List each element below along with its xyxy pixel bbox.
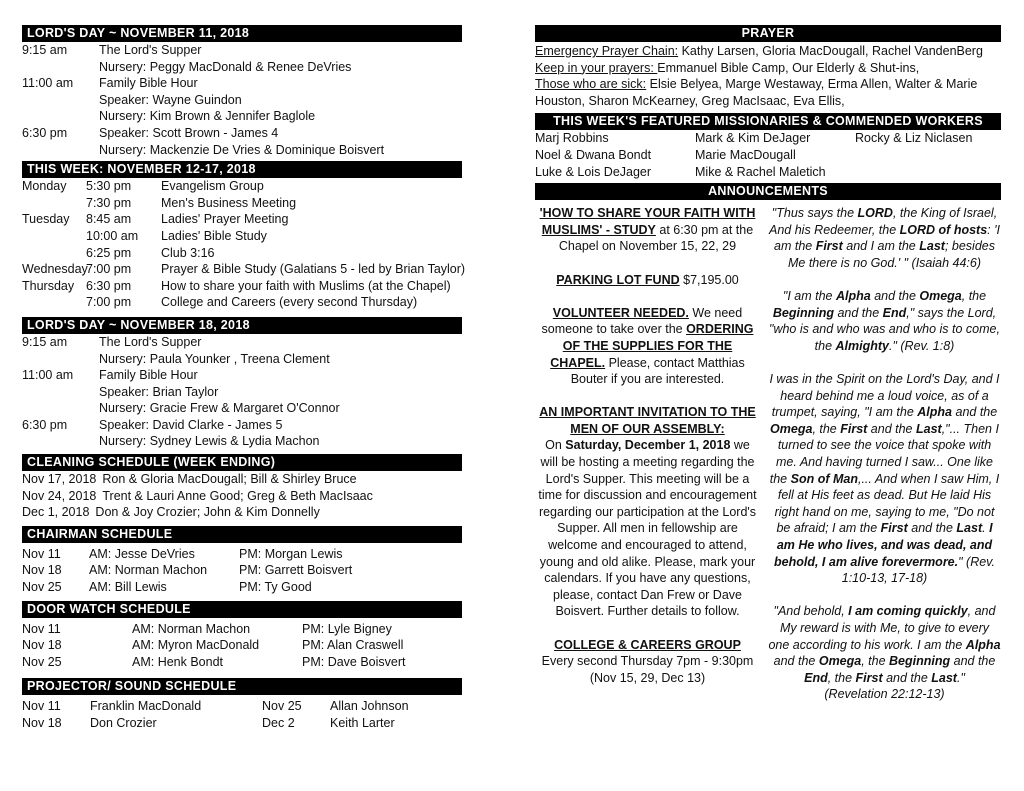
invitation-announcement: AN IMPORTANT INVITATION TO THE MEN OF OUR ASSEMBLY: On Saturday, December 1, 2018 we will be hosting a meeting regarding the Lord's Supper. This meeting will be a time for discussion and encouragement regarding our participation at the Lord's Supper. All men in fellowship are welcome and encouraged to attend, young and old alike. Please, mark your calendars. If you have any questions, please, contact Dan Frew or Dave Boisvert. Further details to follow. xyxy=(538,405,757,619)
muslims-study-announcement: 'HOW TO SHARE YOUR FAITH WITH MUSLIMS' - STUDY at 6:30 pm at the Chapel on November 15, 22, 29 xyxy=(539,206,756,254)
schedule-row: Nov 25 AM: Henk Bondt PM: Dave Boisvert xyxy=(22,654,406,669)
door-watch-schedule xyxy=(22,621,462,671)
schedule-row: Tuesday 8:45 am Ladies' Prayer Meeting xyxy=(22,212,289,227)
schedule-row: 9:15 am The Lord's Supper xyxy=(22,43,202,57)
list-item: Luke & Lois DeJager xyxy=(535,164,652,179)
list-item: Rocky & Liz Niclasen xyxy=(855,131,973,146)
schedule-row: 7:30 pm Men's Business Meeting xyxy=(86,195,297,210)
schedule-row: Nov 18 AM: Myron MacDonald PM: Alan Craswell xyxy=(22,638,404,653)
emergency-prayer-chain: Emergency Prayer Chain: Kathy Larsen, Gloria MacDougall, Rachel VandenBerg xyxy=(535,44,983,58)
list-item: Mike & Rachel Maletich xyxy=(695,164,826,179)
chairman-header: CHAIRMAN SCHEDULE xyxy=(22,526,462,543)
schedule-row: 6:30 pm Speaker: Scott Brown - James 4 xyxy=(22,125,279,140)
schedule-row: 11:00 am Family Bible Hour xyxy=(22,76,198,91)
schedule-row: Nov 11 AM: Norman Machon PM: Lyle Bigney xyxy=(22,621,392,636)
list-item: Marj Robbins xyxy=(535,131,609,146)
schedule-row: Speaker: Brian Taylor xyxy=(99,384,219,399)
schedule-row: Monday 5:30 pm Evangelism Group xyxy=(22,179,264,194)
volunteer-announcement: VOLUNTEER NEEDED. We need someone to take over the ORDERING OF THE SUPPLIES FOR THE CHAPEL. Please, contact Matthias Bouter if you are interested. xyxy=(541,305,754,387)
left-column xyxy=(22,0,466,732)
list-item xyxy=(855,147,1001,164)
schedule-row: 7:00 pm College and Careers (every second Thursday) xyxy=(86,295,418,310)
this-week-header: THIS WEEK: NOVEMBER 12-17, 2018 xyxy=(22,161,462,178)
those-who-are-sick: Those who are sick: Elsie Belyea, Marge Westaway, Erma Allen, Walter & Marie Houston, Sharon McKearney, Greg MacIsaac, Eva Ellis, xyxy=(535,77,978,108)
schedule-row: Nursery: Mackenzie De Vries & Dominique Boisvert xyxy=(99,142,385,157)
verse-rev-1-10: I was in the Spirit on the Lord's Day, and I heard behind me a loud voice, as of a trumpet, saying, "I am the Alpha and the Omega, the First and the Last,"... Then I turned to see the voice that spoke with me. And having turned I saw... One like the Son of Man,... And when I saw Him, I fell at His feet as dead. But He laid His right hand on me, saying to me, "Do not be afraid; I am the First and the Last. I am He who lives, and was dead, and behold, I am alive forevermore." (Rev. 1:10-13, 17-18) xyxy=(769,372,1000,586)
list-item: Mark & Kim DeJager xyxy=(695,131,811,146)
door-watch-header: DOOR WATCH SCHEDULE xyxy=(22,601,462,618)
schedule-row: Nursery: Peggy MacDonald & Renee DeVries xyxy=(99,59,352,74)
schedule-row: Speaker: Wayne Guindon xyxy=(99,92,242,107)
schedule-row: Thursday 6:30 pm How to share your faith with Muslims (at the Chapel) xyxy=(22,278,451,293)
verse-isaiah: "Thus says the LORD, the King of Israel, And his Redeemer, the LORD of hosts: 'I am the First and I am the Last; besides Me there is no God.' " (Isaiah 44:6) xyxy=(769,206,1000,270)
announcements-body xyxy=(535,205,1001,719)
college-careers-announcement: COLLEGE & CAREERS GROUP Every second Thursday 7pm - 9:30pm (Nov 15, 29, Dec 13) xyxy=(541,637,754,685)
announcements-list xyxy=(535,205,768,719)
cleaning-schedule xyxy=(22,471,462,521)
lords-day-1-schedule xyxy=(22,42,462,158)
schedule-row: 11:00 am Family Bible Hour xyxy=(22,368,198,383)
schedule-row: Nov 18 AM: Norman Machon PM: Garrett Boisvert xyxy=(22,563,353,578)
schedule-row: Nov 25 AM: Bill Lewis PM: Ty Good xyxy=(22,580,312,595)
prayer-section xyxy=(535,43,1001,109)
keep-in-prayers: Keep in your prayers: Emmanuel Bible Camp, Our Elderly & Shut-ins, xyxy=(535,60,920,75)
announcements-header: ANNOUNCEMENTS xyxy=(535,183,1001,200)
schedule-row: Nov 11 Franklin MacDonald Nov 25 Allan Johnson xyxy=(22,699,409,714)
missionaries-header: THIS WEEK'S FEATURED MISSIONARIES & COMMENDED WORKERS xyxy=(535,113,1001,130)
this-week-schedule xyxy=(22,178,466,311)
schedule-row: Wednesday 7:00 pm Prayer & Bible Study (Galatians 5 - led by Brian Taylor) xyxy=(22,262,466,277)
right-column xyxy=(535,0,1001,720)
projector-header: PROJECTOR/ SOUND SCHEDULE xyxy=(22,678,462,695)
schedule-row: Dec 1, 2018 Don & Joy Crozier; John & Kim Donnelly xyxy=(22,505,320,520)
verse-rev-22: "And behold, I am coming quickly, and My reward is with Me, to give to every one according to his work. I am the Alpha and the Omega, the Beginning and the End, the First and the Last." (Revelation 22:12-13) xyxy=(768,604,1001,702)
chairman-schedule xyxy=(22,546,462,596)
schedule-row: 9:15 am The Lord's Supper xyxy=(22,334,202,349)
schedule-row: 6:30 pm Speaker: David Clarke - James 5 xyxy=(22,417,283,432)
schedule-row: Nursery: Gracie Frew & Margaret O'Connor xyxy=(99,401,340,416)
list-item: Noel & Dwana Bondt xyxy=(535,147,652,162)
lords-day-2-schedule xyxy=(22,334,462,450)
schedule-row: Nov 24, 2018 Trent & Lauri Anne Good; Greg & Beth MacIsaac xyxy=(22,488,373,503)
schedule-row: Nursery: Sydney Lewis & Lydia Machon xyxy=(99,434,320,449)
list-item xyxy=(855,164,1001,181)
schedule-row: 10:00 am Ladies' Bible Study xyxy=(86,228,267,243)
verse-rev-1-8: "I am the Alpha and the Omega, the Beginning and the End," says the Lord, "who is and who was and who is to come, the Almighty." (Rev. 1:8) xyxy=(769,289,1000,353)
schedule-row: Nov 11 AM: Jesse DeVries PM: Morgan Lewis xyxy=(22,546,343,561)
projector-schedule xyxy=(22,698,462,731)
lords-day-2-header: LORD'S DAY ~ NOVEMBER 18, 2018 xyxy=(22,317,462,334)
schedule-row: Nov 17, 2018 Ron & Gloria MacDougall; Bill & Shirley Bruce xyxy=(22,472,357,487)
list-item: Marie MacDougall xyxy=(695,147,796,162)
schedule-row: 6:25 pm Club 3:16 xyxy=(86,245,215,260)
lords-day-1-header: LORD'S DAY ~ NOVEMBER 11, 2018 xyxy=(22,25,462,42)
cleaning-header: CLEANING SCHEDULE (WEEK ENDING) xyxy=(22,454,462,471)
parking-lot-fund: PARKING LOT FUND $7,195.00 xyxy=(556,272,739,287)
schedule-row: Nov 18 Don Crozier Dec 2 Keith Larter xyxy=(22,716,395,730)
missionaries-list xyxy=(535,130,1001,180)
prayer-header: PRAYER xyxy=(535,25,1001,42)
schedule-row: Nursery: Kim Brown & Jennifer Baglole xyxy=(99,109,316,124)
schedule-row: Nursery: Paula Younker , Treena Clement xyxy=(99,351,330,366)
scripture-verses xyxy=(768,205,1001,719)
